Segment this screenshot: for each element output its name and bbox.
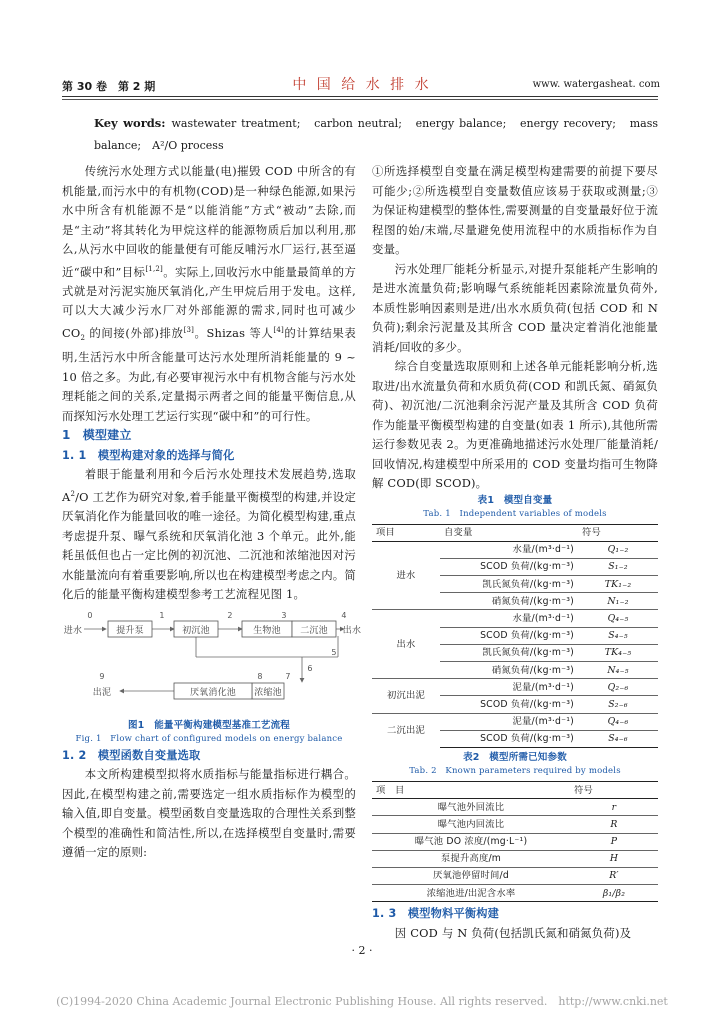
paragraph-principles: ①所选择模型自变量在满足模型构建需要的前提下要尽可能少;②所选模型自变量数值应该易于获取或测量;③为保证构建模型的整体性,需要测量的自变量最好位于流程图的始/末端,尽量避免使用流程中的水质指标作为自变量。	[372, 164, 658, 256]
section-1-3-heading: 1. 3 模型物料平衡构建	[372, 907, 500, 921]
fig-box-label: 浓缩池	[254, 687, 282, 698]
table-1-caption-en: Tab. 1 Independent variables of models	[423, 508, 607, 519]
table-cell: R	[570, 816, 658, 833]
table-row	[372, 541, 658, 558]
paragraph-variable-choice: 综合自变量选取原则和上述各单元能耗影响分析,选取进/出水流量负荷和水质负荷(COD 和凯氏氮、硝氮负荷)、初沉池/二沉池剩余污泥产量及其所含 COD 负荷作为能量平衡模型构建的自变量(如表 1 所示),其他所需运行参数见表 2。为更准确地描述污水处理厂能量消耗/回收情况,构建模型中所采用的 COD 变量均指可生物降解 COD(即 SCOD)。	[372, 359, 658, 490]
table-cell: 泥量/(m³·d⁻¹)	[440, 713, 578, 730]
flow-chart	[62, 610, 362, 711]
table-cell: N₁₋₂	[578, 593, 658, 610]
paragraph-mass-balance: 因 COD 与 N 负荷(包括凯氏氮和硝氮负荷)及	[394, 925, 632, 940]
table-row	[372, 885, 658, 902]
table-row	[372, 867, 658, 884]
table-cell: N₄₋₅	[578, 662, 658, 679]
table-cell: TK₁₋₂	[578, 576, 658, 593]
fig-box-label: 提升泵	[116, 625, 144, 636]
keywords	[94, 112, 658, 157]
citation-3[interactable]: [3]	[183, 325, 195, 334]
table-cell: β₁/β₂	[570, 885, 658, 902]
table-1-caption-cn: 表1 模型自变量	[477, 494, 553, 506]
table-row	[372, 524, 658, 541]
table-row	[372, 799, 658, 816]
keywords-text: wastewater treatment; carbon neutral; energy balance; energy recovery; mass balance; A²/O process	[94, 117, 658, 152]
table-cell: S₄₋₅	[578, 627, 658, 644]
table-2-header: 项 目	[372, 781, 570, 798]
fig-label-sludge-out: 出泥	[92, 687, 112, 698]
copyright-footer: (C)1994-2020 China Academic Journal Electronic Publishing House. All rights reserved. http://www.cnki.net	[56, 995, 668, 1008]
website-link[interactable]: www. watergasheat. com	[532, 79, 660, 90]
fig-node-number: 5	[331, 647, 337, 657]
table-1-group: 二沉出泥	[372, 713, 440, 747]
fig-node-number: 9	[99, 671, 105, 681]
table-1-group: 初沉出泥	[372, 679, 440, 713]
left-column	[62, 162, 362, 863]
table-cell: 曝气池 DO 浓度/(mg·L⁻¹)	[372, 833, 570, 850]
issue-label: 第 30 卷 第 2 期	[62, 80, 156, 93]
table-2-caption-cn: 表2 模型所需已知参数	[463, 751, 567, 763]
table-cell: 泥量/(m³·d⁻¹)	[440, 679, 578, 696]
fig-node-number: 4	[341, 610, 347, 620]
journal-title: 中 国 给 水 排 水	[292, 77, 432, 93]
table-cell: SCOD 负荷/(kg·m⁻³)	[440, 627, 578, 644]
section-1-2-heading: 1. 2 模型函数自变量选取	[62, 748, 201, 762]
fig-node-number: 0	[87, 610, 93, 620]
table-cell: S₂₋₆	[578, 696, 658, 713]
table-cell: H	[570, 850, 658, 867]
table-cell: Q₂₋₆	[578, 679, 658, 696]
fig-label-outflow: 出水	[342, 625, 362, 636]
keywords-label: Key words:	[94, 116, 166, 130]
table-cell: 曝气池内回流比	[372, 816, 570, 833]
table-row	[372, 781, 658, 798]
citation-4[interactable]: [4]	[273, 325, 284, 334]
fig-box-label: 初沉池	[182, 625, 210, 636]
header-rule	[62, 96, 658, 97]
paragraph-energy-analysis: 污水处理厂能耗分析显示,对提升泵能耗产生影响的是进水流量负荷;影响曝气系统能耗因素除流量负荷外,本质性影响因素则是进/出水水质负荷(包括 COD 和 N 负荷);剩余污泥量及其所含 COD 量决定着消化池能量消耗/回收的多少。	[372, 261, 658, 354]
table-2-caption-en: Tab. 2 Known parameters required by models	[409, 765, 621, 776]
table-cell: 硝氮负荷/(kg·m⁻³)	[440, 593, 578, 610]
table-cell: SCOD 负荷/(kg·m⁻³)	[440, 558, 578, 575]
table-1-group: 出水	[372, 610, 440, 679]
table-cell: 厌氧池停留时间/d	[372, 867, 570, 884]
table-cell: 浓缩池进/出泥含水率	[372, 885, 570, 902]
table-cell: Q₄₋₅	[578, 610, 658, 627]
fig-node-number: 2	[227, 610, 233, 620]
table-row	[372, 816, 658, 833]
section-1-heading: 1 模型建立	[62, 428, 132, 443]
table-1-header: 项目	[372, 524, 440, 541]
table-cell: r	[570, 799, 658, 816]
right-column	[372, 162, 658, 943]
table-row	[372, 679, 658, 696]
table-cell: TK₄₋₅	[578, 644, 658, 661]
table-1-header: 自变量	[440, 524, 578, 541]
table-1	[372, 524, 658, 748]
figure-1-caption-en: Fig. 1 Flow chart of configured models on energy balance	[75, 733, 343, 744]
table-cell: 泵提升高度/m	[372, 850, 570, 867]
table-cell: 凯氏氮负荷/(kg·m⁻³)	[440, 576, 578, 593]
header-rule-thin	[62, 99, 658, 100]
table-1-header: 符号	[578, 524, 658, 541]
table-cell: 硝氮负荷/(kg·m⁻³)	[440, 662, 578, 679]
table-cell: P	[570, 833, 658, 850]
table-row	[372, 833, 658, 850]
fig-node-number: 3	[281, 610, 287, 620]
fig-box-label: 二沉池	[300, 625, 328, 636]
table-cell: S₁₋₂	[578, 558, 658, 575]
fig-node-number: 7	[285, 671, 291, 681]
table-1-group: 进水	[372, 541, 440, 610]
table-row	[372, 850, 658, 867]
table-cell: SCOD 负荷/(kg·m⁻³)	[440, 730, 578, 747]
table-cell: Q₁₋₂	[578, 541, 658, 558]
fig-node-number: 1	[159, 610, 165, 620]
table-2-header: 符号	[570, 781, 658, 798]
table-cell: R′	[570, 867, 658, 884]
figure-1-caption-cn: 图1 能量平衡构建模型基准工艺流程	[127, 719, 290, 731]
fig-box-label: 厌氧消化池	[189, 687, 237, 698]
fig-node-number: 8	[257, 671, 263, 681]
paragraph-model-object: 着眼于能量利用和今后污水处理技术发展趋势,选取 $A^2/O$ 工艺作为研究对象,着手能量平衡模型的构建,并设定厌氧消化作为能量回收的唯一途径。为简化模型构建,重点考虑提升泵、曝气系统和厌氧消化池 3 个单元。此外,能耗虽低但也占一定比例的初沉池、二沉池和浓缩池因对污水能量流向有着重要影响,所以也在构建模型考虑之内。简化后的能量平衡构建模型参考工艺流程见图 1。	[62, 467, 356, 602]
fig-label-inflow: 进水	[63, 625, 83, 636]
table-2	[372, 781, 658, 902]
table-cell: SCOD 负荷/(kg·m⁻³)	[440, 696, 578, 713]
table-cell: 凯氏氮负荷/(kg·m⁻³)	[440, 644, 578, 661]
table-cell: S₄₋₆	[578, 730, 658, 747]
page-number: · 2 ·	[351, 944, 373, 957]
table-cell: Q₄₋₆	[578, 713, 658, 730]
citation-1-2[interactable]: [1,2]	[145, 264, 163, 273]
table-row	[372, 713, 658, 730]
table-cell: 水量/(m³·d⁻¹)	[440, 541, 578, 558]
table-cell: 曝气池外回流比	[372, 799, 570, 816]
section-1-1-heading: 1. 1 模型构建对象的选择与简化	[62, 448, 235, 462]
figure-1	[62, 610, 362, 711]
fig-box-label: 生物池	[253, 625, 281, 636]
paragraph-intro: 传统污水处理方式以能量(电)摧毁 COD 中所含的有机能量,而污水中的有机物(COD)是一种绿色能源,如果污水中所含有机能源不是“以能消能”方式“被动”去除,而是“主动”将其转化为甲烷这样的能源物质后加以利用,那么,从污水中回收的能量便有可能反哺污水厂运行,甚至逼近“碳中和”目标[1,2]。实际上,回收污水中能量最简单的方式就是对污泥实施厌氧消化,产生甲烷后用于发电。这样,可以大大减少污水厂对外部能源的需求,同时也可减少 $CO_2$ 的间接(外部)排放[3]。Shizas 等人[4]的计算结果表明,生活污水中所含能量可达污水处理所消耗能量的 9 ~ 10 倍之多。为此,有必要审视污水中有机物含能与污水处理耗能之间的关系,定量揭示两者之间的能量平衡信息,从而探知污水处理工艺运行实现“碳中和”的可行性。	[62, 164, 357, 423]
paragraph-variable-selection: 本文所构建模型拟将水质指标与能量指标进行耦合。因此,在模型构建之前,需要选定一组水质指标作为模型的输入值,即自变量。模型函数自变量选取的合理性关系到整个模型的准确性和简洁性,所以,在选择模型自变量时,需要遵循一定的原则:	[62, 767, 356, 860]
table-cell: 水量/(m³·d⁻¹)	[440, 610, 578, 627]
fig-node-number: 6	[307, 663, 313, 673]
table-row	[372, 610, 658, 627]
